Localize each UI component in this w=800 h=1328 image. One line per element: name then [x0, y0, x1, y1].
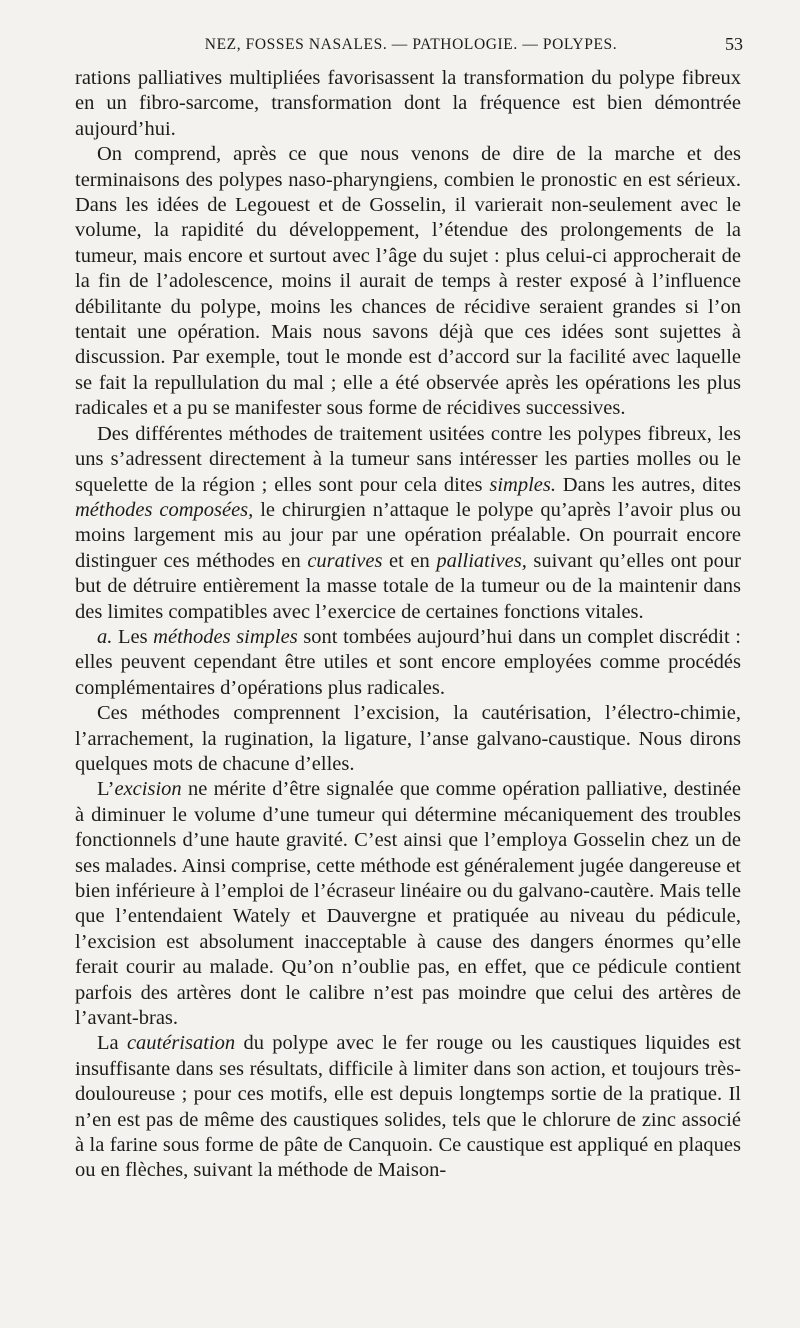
- paragraph: [75, 701, 741, 777]
- italic-run: curatives: [307, 549, 383, 572]
- text-run: On comprend, après ce que nous venons de dire de la marche et des terminaisons des polypes naso-pharyngiens, combien le pronostic en est sérieux. Dans les idées de Legouest et de Gosselin, il varierait non-seulement avec le volume, la rapidité du développement, l’étendue des prolongements de la tumeur, mais encore et surtout avec l’âge du sujet : plus celui-ci approcherait de la fin de l’adolescence, moins il aurait de temps à rester exposé à l’influence débilitante du polype, moins les chances de récidive seraient grandes si l’on tentait une opération. Mais nous savons déjà que ces idées sont sujettes à discussion. Par exemple, tout le monde est d’accord sur la facilité avec laquelle se fait la repullulation du mal ; elle a été observée après les opérations les plus radicales et a pu se manifester sous forme de récidives successives.: [75, 143, 741, 420]
- paragraph: [75, 66, 741, 142]
- text-run: le chirurgien n’attaque le polype qu’après l’avoir plus ou moins largement mis au jour par une opération préalable. On pourrait encore distinguer ces méthodes en: [75, 498, 741, 572]
- italic-run: simples.: [489, 473, 556, 496]
- page-header: [75, 34, 747, 58]
- page-number: 53: [725, 34, 743, 54]
- text-run: et en: [382, 549, 437, 572]
- text-run: ne mérite d’être signalée que comme opération palliative, destinée à diminuer le volume d’une tumeur qui détermine mécaniquement des troubles fonctionnels d’une haute gravité. C’est ainsi que l’employa Gosselin chez un de ses malades. Ainsi comprise, cette méthode est généralement jugée dangereuse et bien inférieure à l’emploi de l’écraseur linéaire ou du galvano-cautère. Mais telle que l’entendaient Wately et Dauvergne et pratiquée au niveau du pédicule, l’excision est absolument inacceptable à cause des dangers énormes qu’elle ferait courir au malade. Qu’on n’oublie pas, en effet, que ce pédicule contient parfois des artères dont le calibre n’est pas moindre que celui des artères de l’avant-bras.: [75, 778, 741, 1030]
- paragraph: [75, 625, 741, 701]
- paragraph: [75, 1031, 741, 1183]
- running-head: NEZ, FOSSES NASALES. — PATHOLOGIE. — POLYPES.: [204, 36, 618, 53]
- paragraph: [75, 422, 741, 625]
- text-run: L’: [97, 778, 115, 801]
- text-run: sont tombées aujourd’hui dans un complet discrédit : elles peuvent cependant être utiles et sont encore employées comme procédés complémentaires d’opérations plus radicales.: [75, 625, 741, 699]
- italic-run: a.: [97, 625, 113, 648]
- italic-run: excision: [114, 778, 182, 801]
- italic-run: palliatives,: [436, 549, 527, 572]
- text-run: du polype avec le fer rouge ou les caustiques liquides est insuffisante dans ses résultats, difficile à limiter dans son action, et toujours très-douloureuse ; pour ces motifs, elle est depuis longtemps sortie de la pratique. Il n’en est pas de même des caustiques solides, tels que le chlorure de zinc associé à la farine sous forme de pâte de Canquoin. Ce caustique est appliqué en plaques ou en flèches, suivant la méthode de Maison-: [75, 1032, 741, 1182]
- paragraph: [75, 142, 741, 421]
- text-run: Ces méthodes comprennent l’excision, la cautérisation, l’électro-chimie, l’arrachement, la rugination, la ligature, l’anse galvano-caustique. Nous dirons quelques mots de chacune d’elles.: [75, 702, 741, 775]
- italic-run: méthodes simples: [153, 625, 298, 648]
- italic-run: cautérisation: [126, 1032, 236, 1055]
- italic-run: méthodes composées,: [75, 498, 254, 521]
- paragraph: [75, 777, 741, 1031]
- text-run: rations palliatives multipliées favorisassent la transformation du polype fibreux en un fibro-sarcome, transformation dont la fréquence est bien démontrée aujourd’hui.: [75, 67, 741, 140]
- text-run: Des différentes méthodes de traitement usitées contre les polypes fibreux, les uns s’adressent directement à la tumeur sans intéresser les parties molles ou le squelette de la région ; elles sont pour cela dites: [75, 422, 741, 496]
- page-body: [75, 66, 741, 1184]
- text-run: La: [97, 1032, 127, 1055]
- text-run: suivant qu’elles ont pour but de détruire entièrement la masse totale de la tumeur ou de la maintenir dans des limites compatibles avec l’exercice de certaines fonctions vitales.: [75, 549, 741, 623]
- text-run: Les: [112, 625, 154, 648]
- text-run: Dans les autres, dites: [555, 473, 741, 496]
